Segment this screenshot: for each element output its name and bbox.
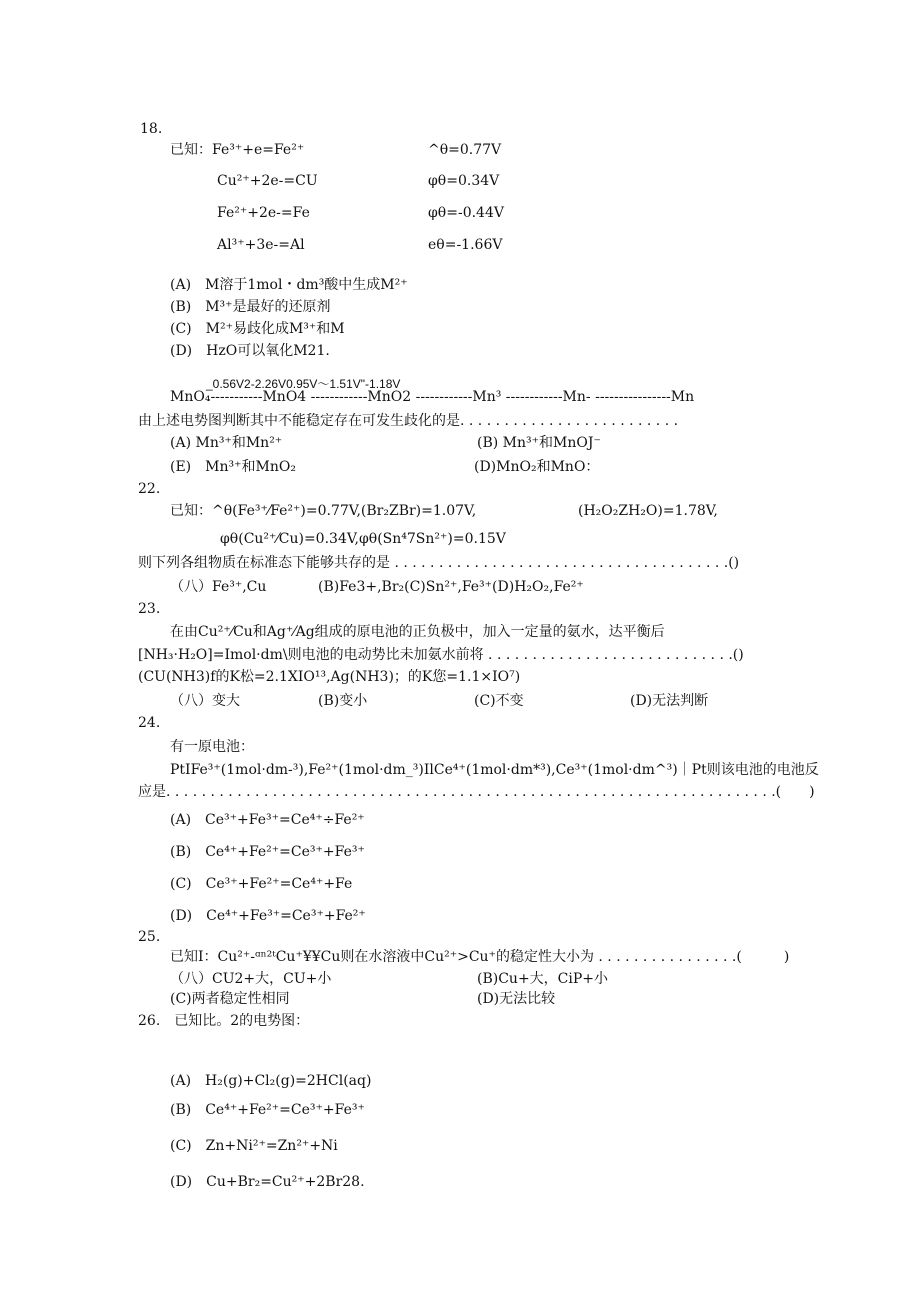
mn-diagram-chain: MnO₄-----------MnO4 ------------MnO2 ------------Mn³ ------------Mn- ----------------Mn <box>170 389 695 405</box>
question-number-24: 24. <box>138 715 161 731</box>
mn-question: 由上述电势图判断其中不能稳定存在可发生歧化的是. . . . . . . . . . . . . . . . . . . . . . . . . <box>138 413 679 429</box>
q18-eq4: Al³⁺+3e-=Al <box>217 237 305 253</box>
mn-option-a: (A) Mn³⁺和Mn²⁺ <box>170 435 283 451</box>
mn-option-b: (B) Mn³⁺和MnOJ⁻ <box>477 435 601 451</box>
q25-option-b: (B)Cu+大，CiP+小 <box>477 971 609 987</box>
q23-option-a: （八）变大 <box>170 693 240 709</box>
q25-line1: 已知I：Cu²⁺-ᵅⁿ²ᵗCu⁺¥¥Cu则在水溶液中Cu²⁺>Cu⁺的稳定性大小为 . . . . . . . . . . . . . . . .( ) <box>170 949 790 965</box>
mn-option-e: (E) Mn³⁺和MnO₂ <box>170 459 296 475</box>
q22-given-line1-right: (H₂O₂ZH₂O)=1.78V, <box>578 503 718 519</box>
mn-diagram-potentials: _0.56V2-2.26V0.95V～1.51V"-1.18V <box>206 377 401 391</box>
q24-line3: 应是. . . . . . . . . . . . . . . . . . . . . . . . . . . . . . . . . . . . . . . . . . . . . . . . . . . . . . . . . . . . . . . . . . . . .( ) <box>138 784 815 800</box>
q25-option-d: (D)无法比较 <box>477 991 556 1007</box>
q25-option-c: (C)两者稳定性相同 <box>170 991 290 1007</box>
q23-line1: 在由Cu²⁺⁄Cu和Ag⁺⁄Ag组成的原电池的正负极中，加入一定量的氨水，达平衡后 <box>170 624 665 640</box>
q25-option-a: （八）CU2+大，CU+小 <box>170 971 332 987</box>
q24-option-a: (A) Ce³⁺+Fe³⁺=Ce⁴⁺÷Fe²⁺ <box>170 812 365 828</box>
q23-line2: [NH₃·H₂O]=Imol·dm\则电池的电动势比未加氨水前将 . . . . . . . . . . . . . . . . . . . . . . . . . . . .() <box>138 647 744 663</box>
q24-option-b: (B) Ce⁴⁺+Fe²⁺=Ce³⁺+Fe³⁺ <box>170 844 365 860</box>
q18-potential-4: eθ=-1.66V <box>428 237 503 253</box>
q22-option-a: （八）Fe³⁺,Cu <box>170 579 267 595</box>
q26-option-a: (A) H₂(g)+Cl₂(g)=2HCl(aq) <box>170 1073 372 1089</box>
q18-eq2: Cu²⁺+2e-=CU <box>217 173 318 189</box>
q18-eq3: Fe²⁺+2e-=Fe <box>217 205 310 221</box>
q23-option-d: (D)无法判断 <box>630 693 709 709</box>
option-m-d: (D) HzO可以氧化M21. <box>170 343 330 359</box>
q26-option-c: (C) Zn+Ni²⁺=Zn²⁺+Ni <box>170 1138 338 1154</box>
q24-option-d: (D) Ce⁴⁺+Fe³⁺=Ce³⁺+Fe²⁺ <box>170 908 366 924</box>
question-number-18: 18. <box>140 121 163 137</box>
q26-option-d: (D) Cu+Br₂=Cu²⁺+2Br28. <box>170 1174 365 1190</box>
question-number-23: 23. <box>138 601 161 617</box>
option-m-a: (A) M溶于1mol・dm³酸中生成M²⁺ <box>170 277 408 293</box>
question-number-25: 25. <box>138 929 161 945</box>
q24-line1: 有一原电池： <box>170 739 254 755</box>
q22-question: 则下列各组物质在标准态下能够共存的是 . . . . . . . . . . . . . . . . . . . . . . . . . . . . . . . . . . . . . .() <box>138 555 740 571</box>
q23-line3: (CU(NH3)f的K松=2.1XIO¹³,Ag(NH3)；的K您=1.1×IO⁷) <box>138 669 521 685</box>
q22-given-line1: 已知：^θ(Fe³⁺⁄Fe²⁺)=0.77V,(Br₂ZBr)=1.07V, <box>170 503 477 519</box>
question-number-22: 22. <box>138 481 161 497</box>
q23-option-c: (C)不变 <box>474 693 524 709</box>
q23-option-b: (B)变小 <box>318 693 368 709</box>
mn-option-d: (D)MnO₂和MnO： <box>474 459 600 475</box>
question-26-line: 26. 已知比。2的电势图： <box>138 1013 310 1029</box>
q18-potential-2: φθ=0.34V <box>428 173 500 189</box>
option-m-c: (C) M²⁺易歧化成M³⁺和M <box>170 321 345 337</box>
q24-option-c: (C) Ce³⁺+Fe²⁺=Ce⁴⁺+Fe <box>170 876 353 892</box>
q22-given-line2: φθ(Cu²⁺⁄Cu)=0.34V,φθ(Sn⁴7Sn²⁺)=0.15V <box>220 531 506 547</box>
q18-given-eq1: 已知：Fe³⁺+e=Fe²⁺ <box>170 142 305 158</box>
q18-potential-1: ^θ=0.77V <box>428 142 502 158</box>
q24-line2: PtIFe³⁺(1mol·dm-³),Fe²⁺(1mol·dm_³)IlCe⁴⁺(1mol·dm*³),Ce³⁺(1mol·dm^³)｜Pt则该电池的电池反 <box>170 762 819 778</box>
q22-options-bcd: (B)Fe3+,Br₂(C)Sn²⁺,Fe³⁺(D)H₂O₂,Fe²⁺ <box>318 579 584 595</box>
option-m-b: (B) M³⁺是最好的还原剂 <box>170 299 331 315</box>
q18-potential-3: φθ=-0.44V <box>428 205 504 221</box>
q26-option-b: (B) Ce⁴⁺+Fe²⁺=Ce³⁺+Fe³⁺ <box>170 1102 365 1118</box>
